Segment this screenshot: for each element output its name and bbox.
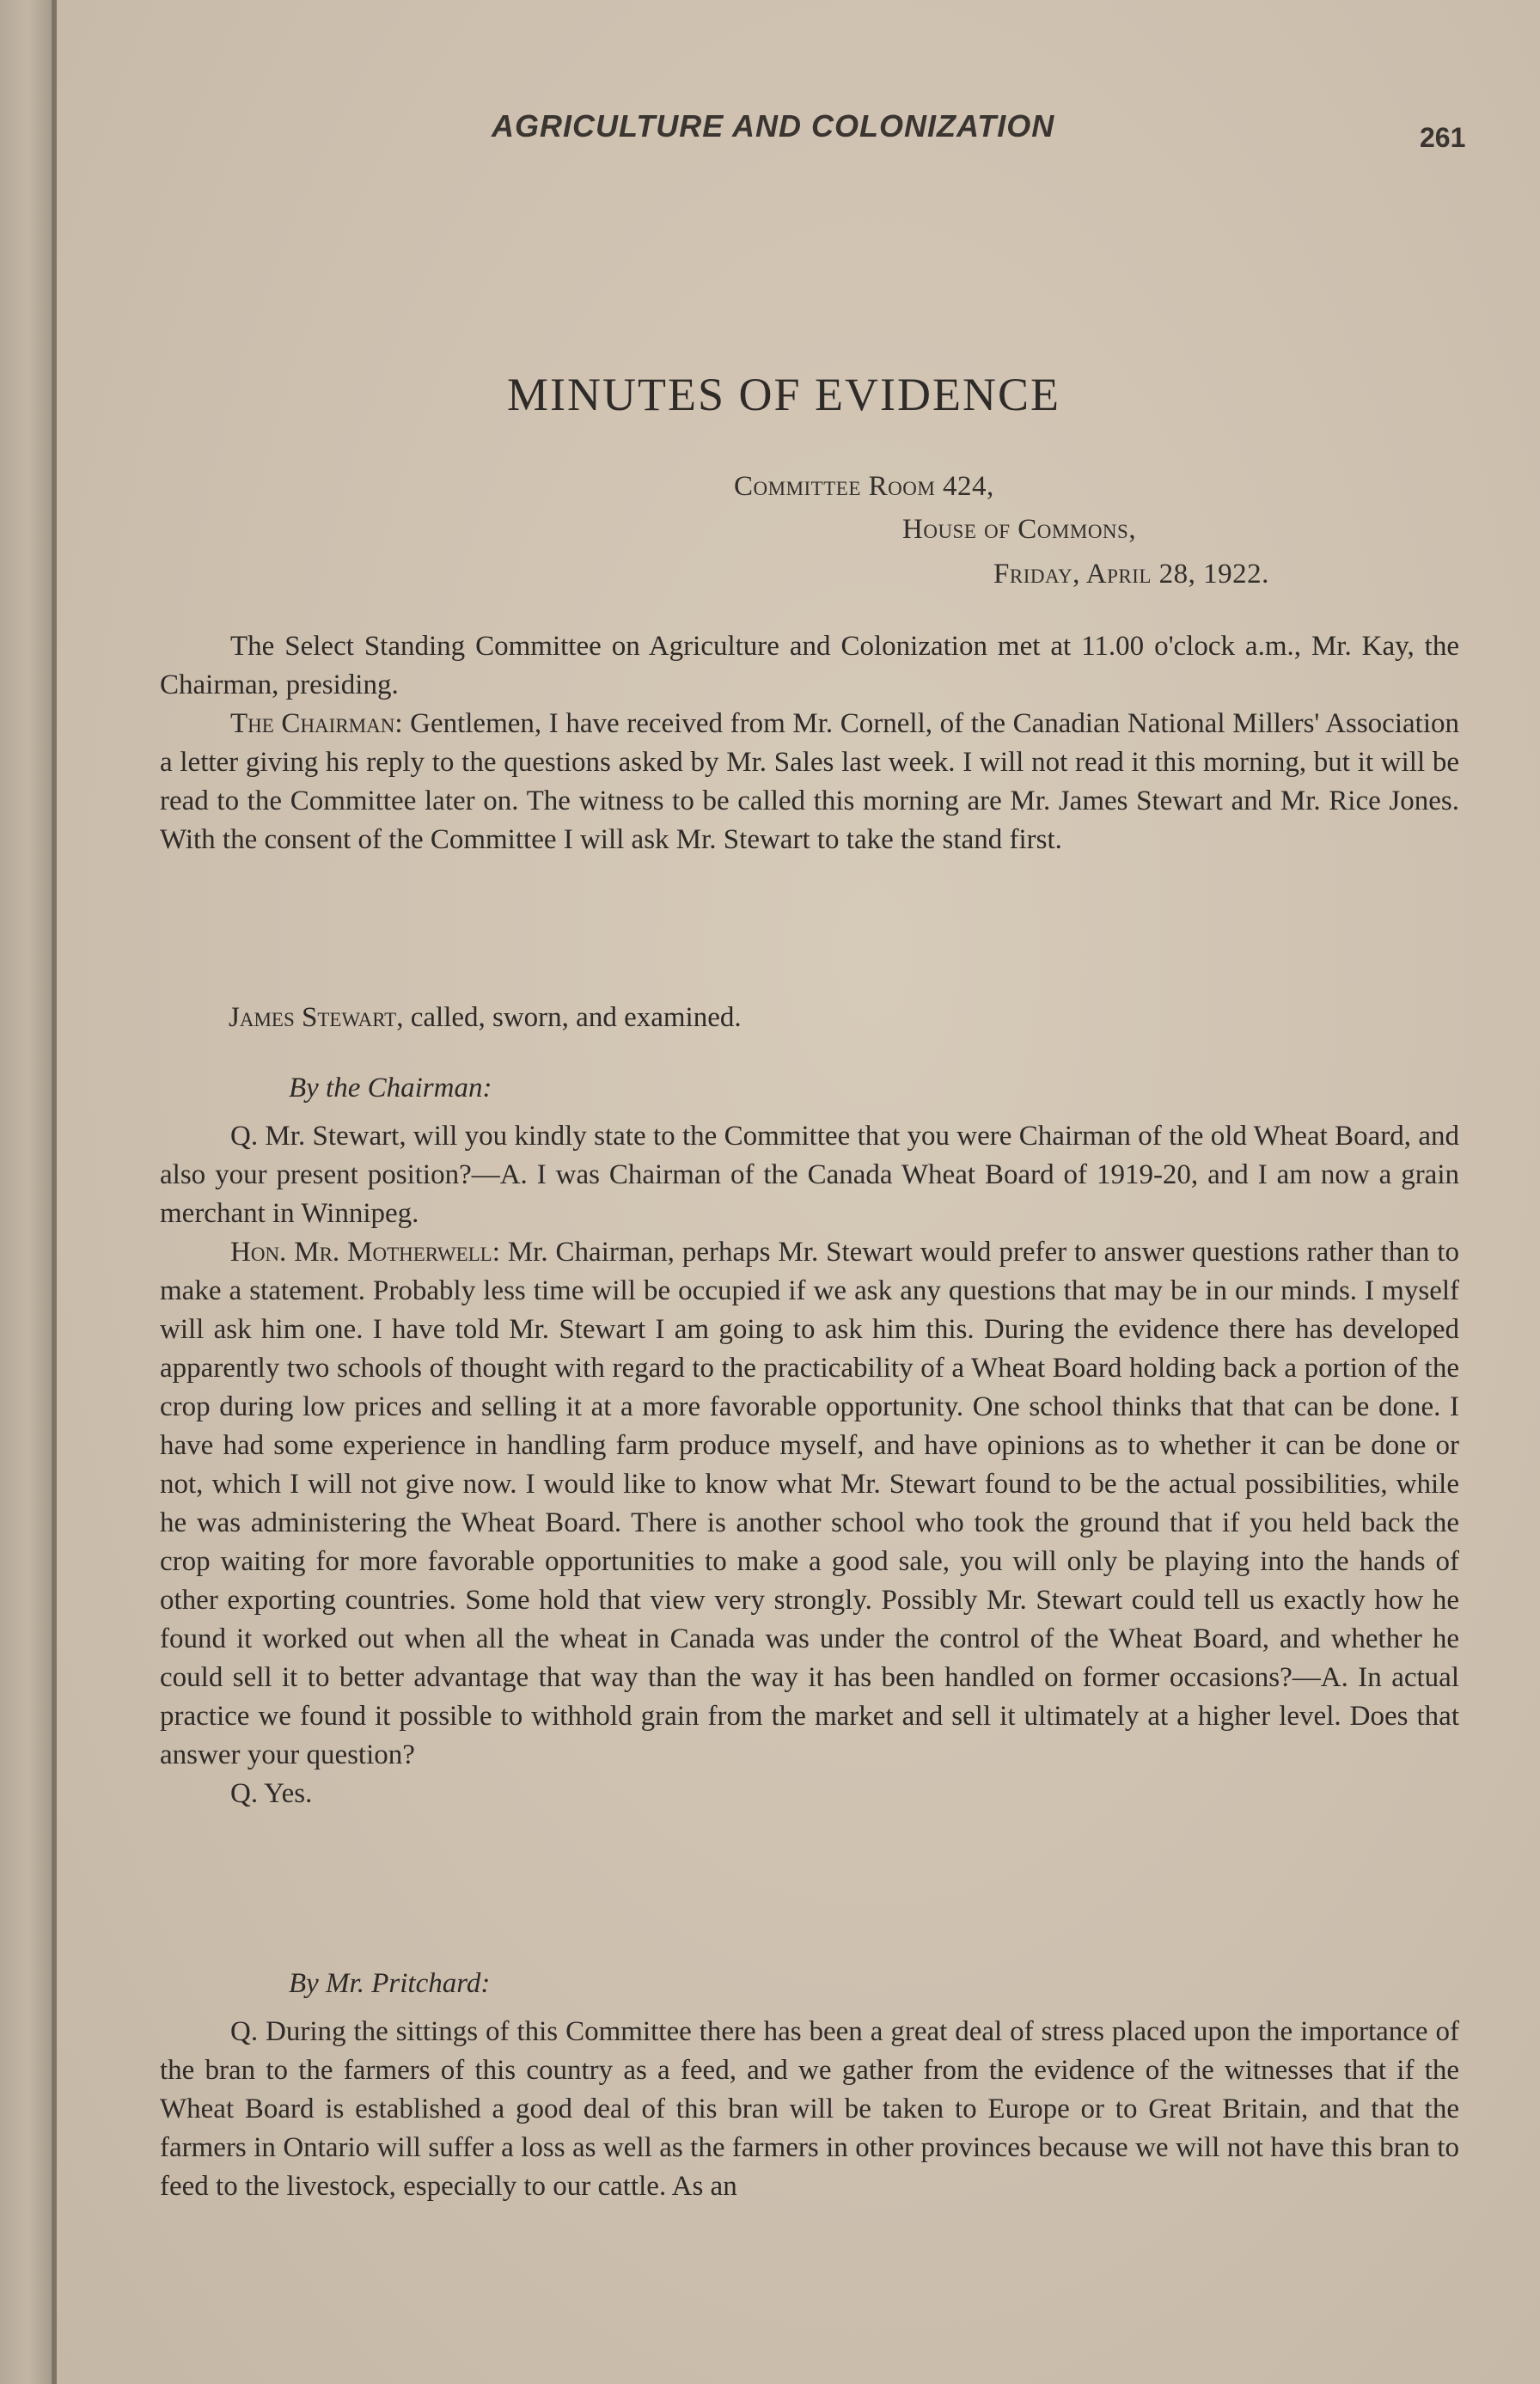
- witness-status: called, sworn, and examined.: [403, 1002, 742, 1033]
- intro-text: [160, 627, 1459, 859]
- examiner-heading-chairman: By the Chairman:: [289, 1073, 492, 1103]
- question-bran: Q. During the sittings of this Committee there has been a great deal of stress placed upon the importance of the bran to the farmers of this country as a feed, and we gather from the evidence of the witnesses that if the Wheat Board is established a good deal of this bran will be taken to Europe or to Great Britain, and that the farmers in Ontario will suffer a loss as well as the farmers in other provinces because we will not have this bran to feed to the livestock, especially to our cattle. As an: [160, 2016, 1459, 2202]
- speaker-name: The Chairman:: [230, 708, 403, 739]
- dateline-room: Committee Room 424,: [734, 471, 994, 502]
- chairman-statement: [160, 705, 1459, 859]
- running-head: AGRICULTURE AND COLONIZATION: [492, 108, 1055, 144]
- section2-text: [160, 2013, 1459, 2206]
- speaker-name: Hon. Mr. Motherwell:: [230, 1237, 500, 1268]
- motherwell-statement: [160, 1233, 1459, 1775]
- examiner-heading-pritchard: By Mr. Pritchard:: [289, 1968, 491, 1999]
- dateline-date: Friday, April 28, 1922.: [993, 559, 1269, 590]
- question-answer: Q. Mr. Stewart, will you kindly state to the Committee that you were Chairman of the old Wheat Board, and also your present position?—A. I was Chairman of the Canada Wheat Board of 1919-20, and I am now a grain merchant in Winnipeg.: [160, 1121, 1459, 1229]
- statement-text: Gentlemen, I have received from Mr. Cornell, of the Canadian National Millers' Association a letter giving his reply to the questions asked by Mr. Sales last week. I will not read it this morning, but it will be read to the Committee later on. The witness to be called this morning are Mr. James Stewart and Mr. Rice Jones. With the consent of the Committee I will ask Mr. Stewart to take the stand first.: [160, 708, 1459, 855]
- section1-text: [160, 1117, 1459, 1813]
- document-page: [57, 0, 1540, 2384]
- statement-text: Mr. Chairman, perhaps Mr. Stewart would prefer to answer questions rather than to make a statement. Probably less time will be occupied if we ask any questions that may be in our minds. I myself will ask him one. I have told Mr. Stewart I am going to ask him this. During the evidence there has developed apparently two schools of thought with regard to the practicability of a Wheat Board holding back a portion of the crop during low prices and selling it at a more favorable opportunity. One school thinks that that can be done. I have had some experience in handling farm produce myself, and have opinions as to whether it can be done or not, which I will not give now. I would like to know what Mr. Stewart found to be the actual possibilities, while he was administering the Wheat Board. There is another school who took the ground that if you held back the crop waiting for more favorable opportunities to make a good sale, you will only be playing into the hands of other exporting countries. Some hold that view very strongly. Possibly Mr. Stewart could tell us exactly how he found it worked out when all the wheat in Canada was under the control of the Wheat Board, and whether he could sell it to better advantage that way than the way it has been handled on former occasions?—A. In actual practice we found it possible to withhold grain from the market and sell it ultimately at a higher level. Does that answer your question?: [160, 1237, 1459, 1770]
- witness-name: James Stewart,: [229, 1002, 404, 1033]
- page-title: MINUTES OF EVIDENCE: [507, 369, 1060, 420]
- dateline-house: House of Commons,: [902, 514, 1137, 545]
- page-number: 261: [1420, 122, 1466, 153]
- witness-line: [229, 1002, 742, 1034]
- intro-paragraph: The Select Standing Committee on Agriculture and Colonization met at 11.00 o'clock a.m., Mr. Kay, the Chairman, presiding.: [160, 631, 1459, 700]
- question-yes: Q. Yes.: [230, 1778, 313, 1809]
